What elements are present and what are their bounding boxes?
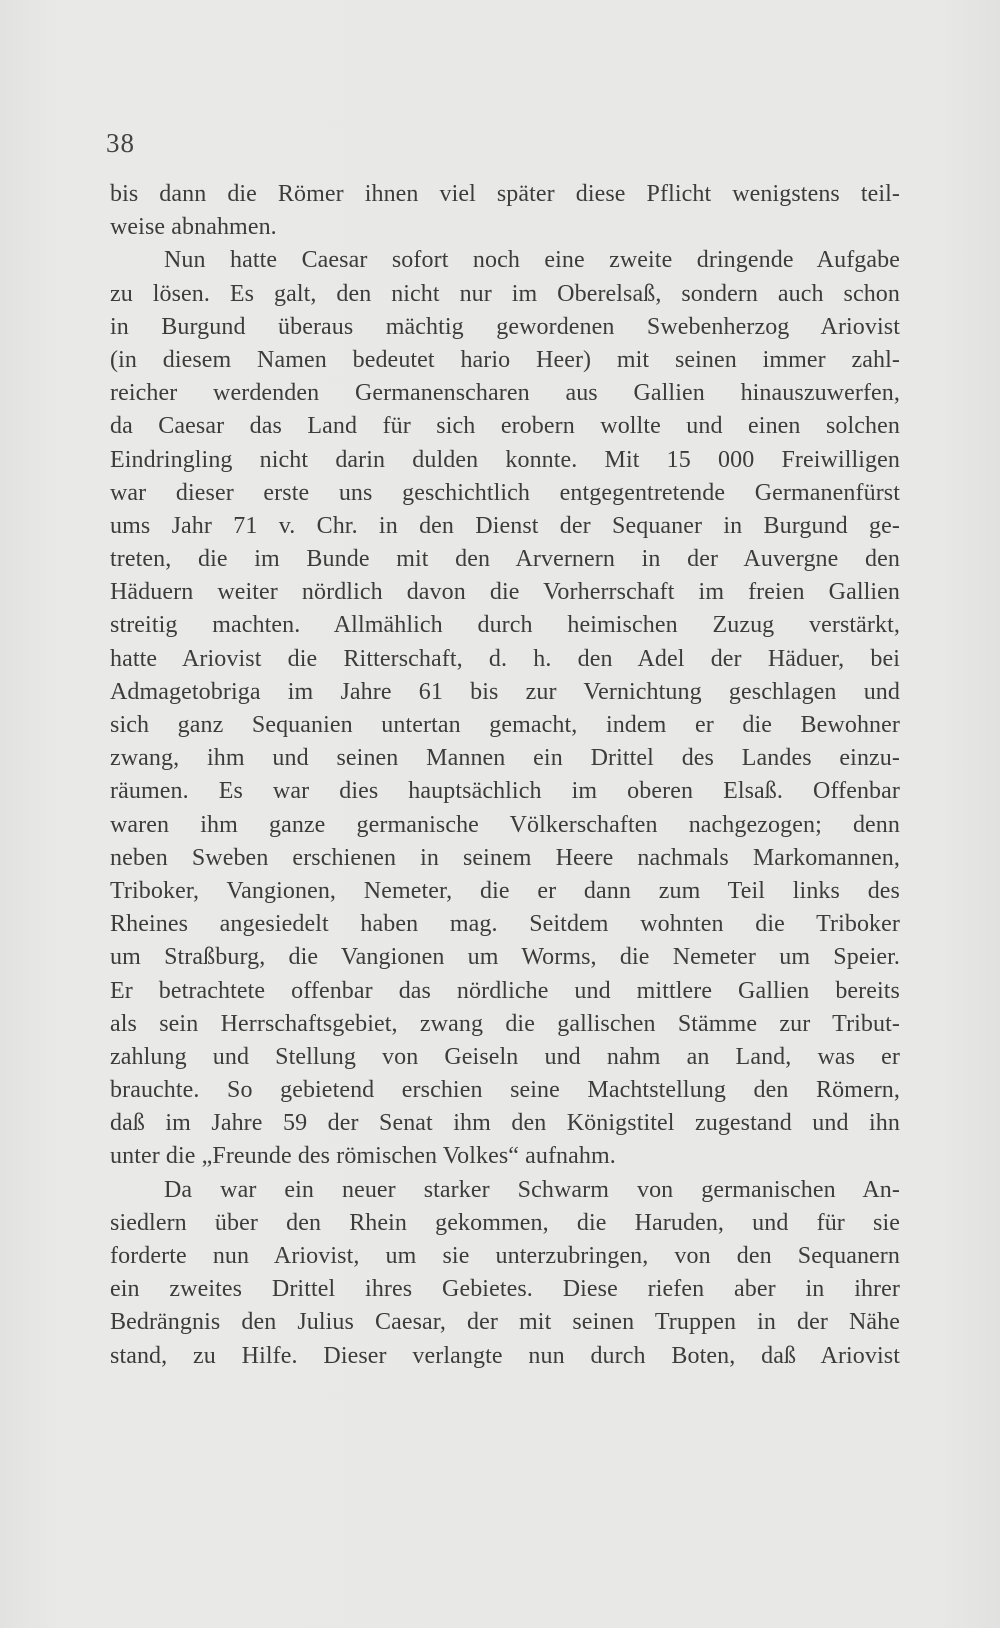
page-number: 38 [106, 128, 135, 158]
text-line: sich ganz Sequanien untertan gemacht, indem er die Bewohner [110, 712, 900, 738]
text-line: siedlern über den Rhein gekommen, die Haruden, und für sie [110, 1209, 900, 1236]
text-line: weise abnahmen. [110, 214, 277, 241]
text-line: Eindringling nicht darin dulden konnte. Mit 15 000 Freiwilligen [110, 446, 900, 473]
text-line: Da war ein neuer starker Schwarm von germanischen An- [164, 1176, 900, 1203]
text-line: reicher werdenden Germanenscharen aus Gallien hinauszuwerfen, [110, 380, 900, 407]
text-line: Er betrachtete offenbar das nördliche und mittlere Gallien bereits [110, 977, 900, 1004]
text-line: zahlung und Stellung von Geiseln und nahm an Land, was er [110, 1043, 900, 1070]
text-line: in Burgund überaus mächtig gewordenen Swebenherzog Ariovist [110, 313, 900, 340]
text-line: (in diesem Namen bedeutet hario Heer) mit seinen immer zahl- [110, 346, 900, 373]
text-line: streitig machten. Allmählich durch heimischen Zuzug verstärkt, [110, 612, 900, 639]
text-line: bis dann die Römer ihnen viel später diese Pflicht wenigstens teil- [110, 181, 900, 207]
text-line: Bedrängnis den Julius Caesar, der mit seinen Truppen in der Nähe [110, 1309, 900, 1336]
text-line: Nun hatte Caesar sofort noch eine zweite dringende Aufgabe [164, 247, 900, 274]
text-line: Häduern weiter nördlich davon die Vorherrschaft im freien Gallien [110, 579, 900, 606]
text-line: stand, zu Hilfe. Dieser verlangte nun durch Boten, daß Ariovist [110, 1342, 900, 1369]
text-line: brauchte. So gebietend erschien seine Machtstellung den Römern, [110, 1077, 900, 1104]
text-line: Triboker, Vangionen, Nemeter, die er dann zum Teil links des [110, 877, 900, 904]
text-line: zu lösen. Es galt, den nicht nur im Oberelsaß, sondern auch schon [110, 280, 900, 307]
text-line: forderte nun Ariovist, um sie unterzubringen, von den Sequanern [110, 1243, 900, 1269]
text-line: zwang, ihm und seinen Mannen ein Drittel des Landes einzu- [110, 745, 900, 772]
text-line: Admagetobriga im Jahre 61 bis zur Vernichtung geschlagen und [110, 678, 900, 705]
text-line: waren ihm ganze germanische Völkerschaften nachgezogen; denn [110, 811, 900, 838]
text-line: war dieser erste uns geschichtlich entgegentretende Germanenfürst [110, 479, 900, 506]
text-line: hatte Ariovist die Ritterschaft, d. h. den Adel der Häduer, bei [110, 645, 900, 672]
text-line: Rheines angesiedelt haben mag. Seitdem wohnten die Triboker [110, 911, 900, 938]
text-line: unter die „Freunde des römischen Volkes“ aufnahm. [110, 1143, 616, 1170]
text-line: daß im Jahre 59 der Senat ihm den Königstitel zugestand und ihn [110, 1110, 900, 1137]
text-line: als sein Herrschaftsgebiet, zwang die gallischen Stämme zur Tribut- [110, 1010, 900, 1037]
text-line: neben Sweben erschienen in seinem Heere nachmals Markomannen, [110, 844, 900, 871]
text-line: ums Jahr 71 v. Chr. in den Dienst der Sequaner in Burgund ge- [110, 512, 900, 539]
text-line: ein zweites Drittel ihres Gebietes. Diese riefen aber in ihrer [110, 1276, 900, 1303]
text-line: um Straßburg, die Vangionen um Worms, die Nemeter um Speier. [110, 944, 900, 971]
text-line: räumen. Es war dies hauptsächlich im oberen Elsaß. Offenbar [110, 778, 900, 805]
body-text [110, 178, 900, 1373]
text-line: da Caesar das Land für sich erobern wollte und einen solchen [110, 413, 900, 440]
text-line: treten, die im Bunde mit den Arvernern in der Auvergne den [110, 546, 900, 573]
